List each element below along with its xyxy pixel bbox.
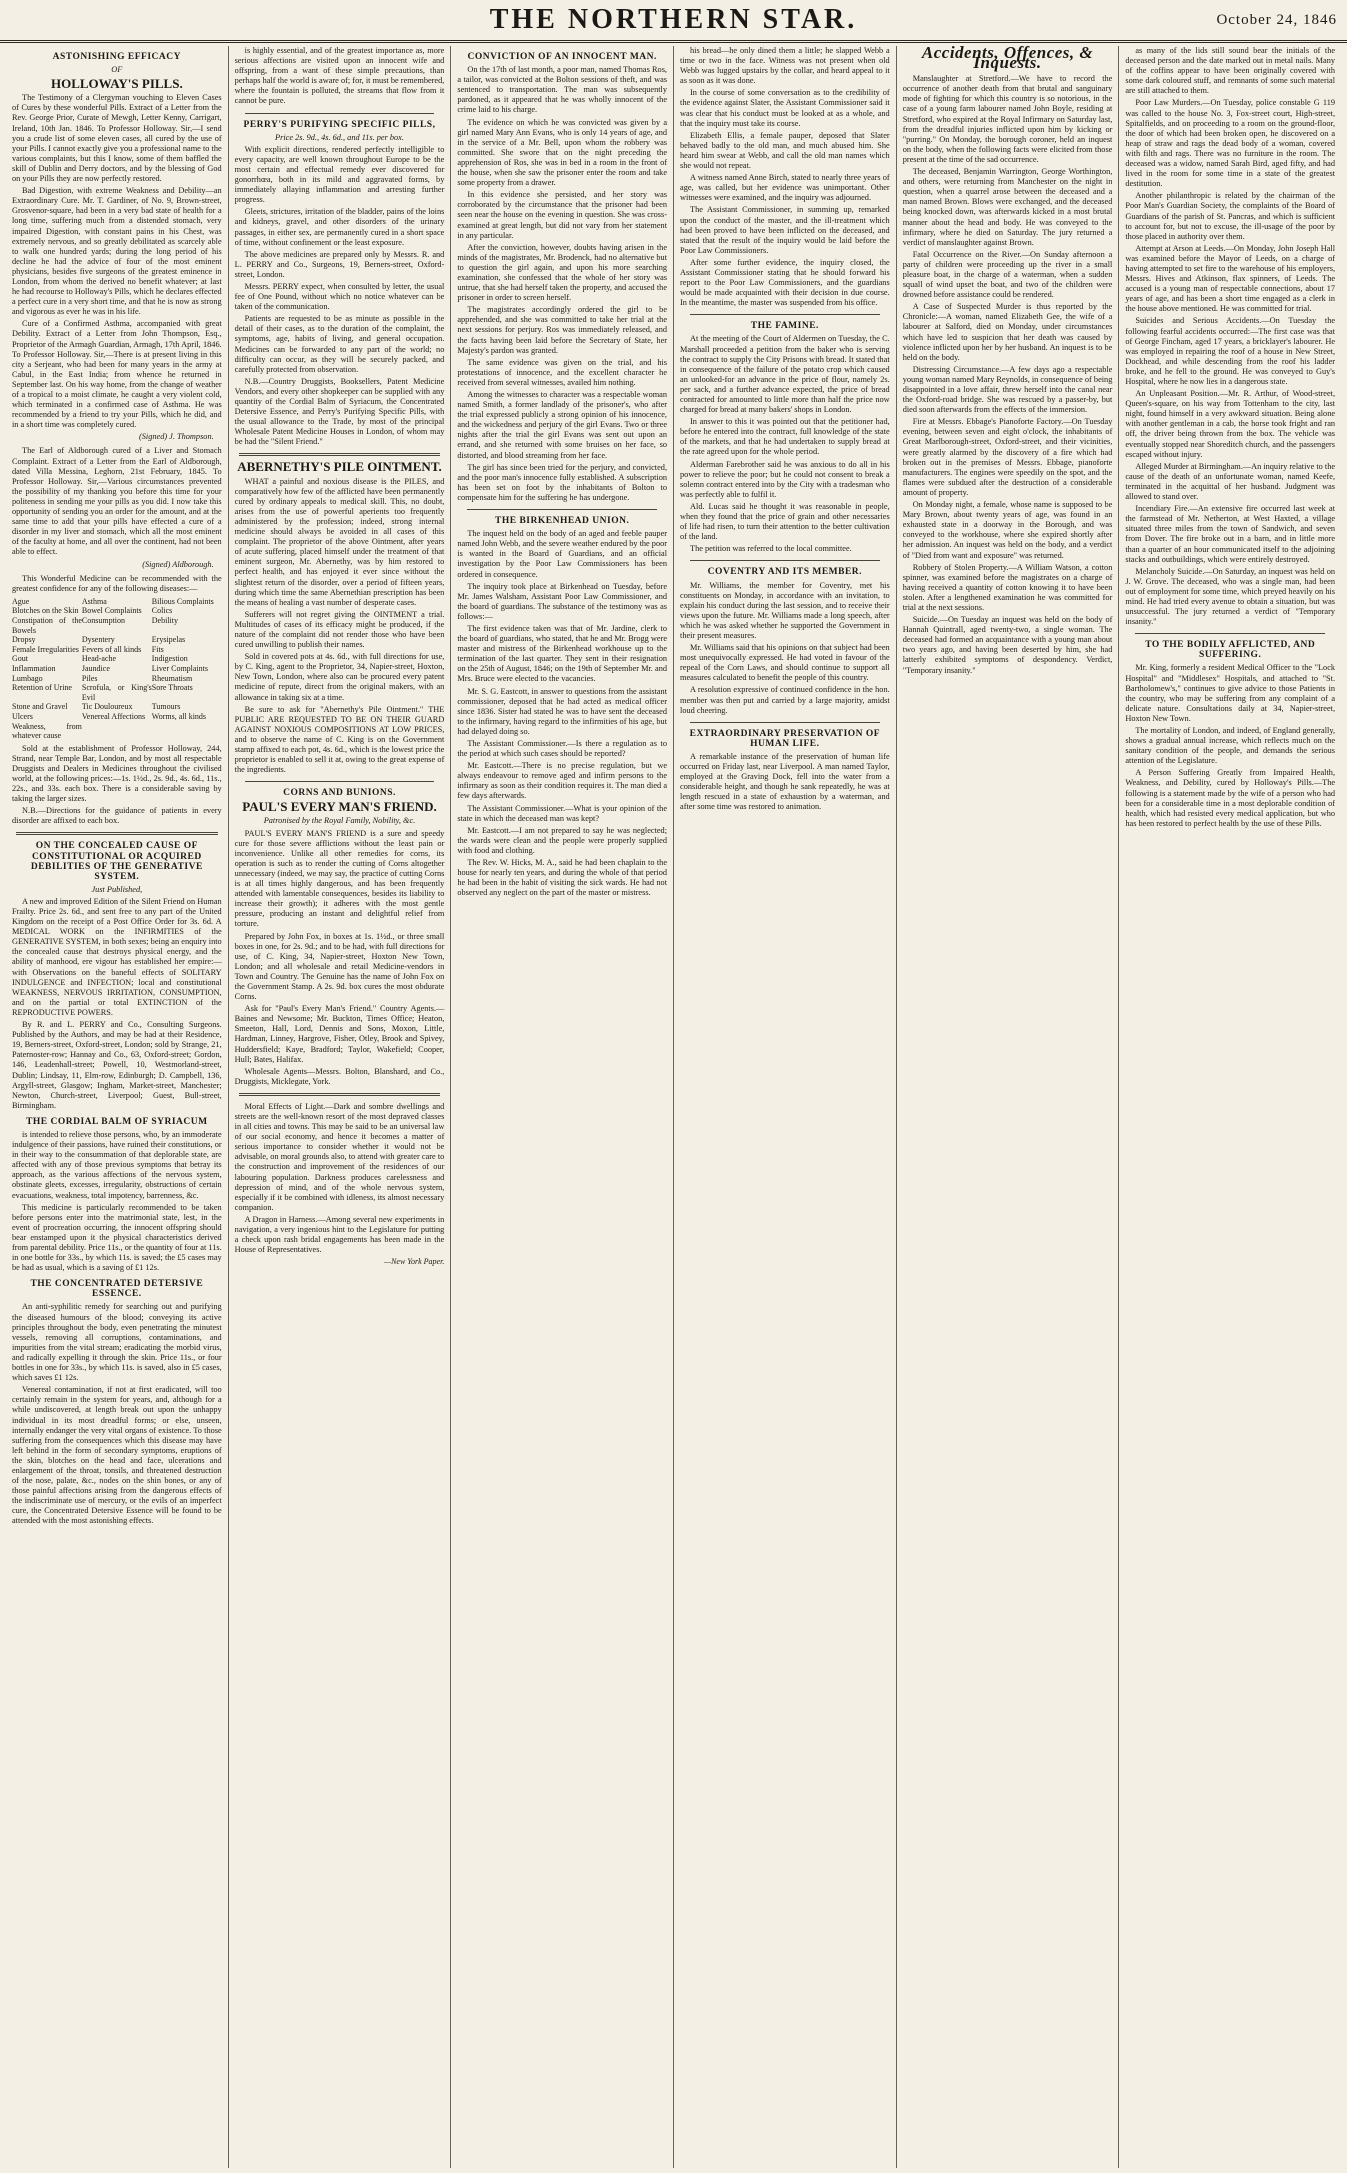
article-paragraph: The Earl of Aldborough cured of a Liver and Stomach Complaint. Extract of a Letter from the Earl of Aldborough, dated Villa Messina, Leghorn, 21st February, 1845. To Professor Holloway. Sir,—Various circumstances prevented the possibility of my thanking you before this time for your politeness in sending me your pills as you did. I now take this opportunity of sending you an order for the amount, and at the same time to add that your pills have effected a cure of a disorder in my liver and stomach, which all the most eminent of the faculty at home, and all over the continent, had not been able to effect. (12, 446, 222, 557)
article-paragraph: A Case of Suspected Murder is thus reported by the Chronicle:—A woman, named Elizabeth Gee, the wife of a labourer at Salford, died on Monday, under circumstances which have led to suspicion that her death was caused by violence inflicted upon her by her husband. An inquest is to be held on the body. (902, 302, 1113, 362)
list-item: Liver Complaints (151, 663, 208, 673)
divider (245, 113, 435, 114)
column-3 (451, 46, 674, 2168)
article-paragraph: A Dragon in Harness.—Among several new experiments in navigation, a very ingenious hint to the Legislature for putting a check upon rash bridal engagements has been made in the House of Representatives. (234, 1214, 445, 1255)
divider (245, 781, 435, 782)
article-paragraph: The inquest held on the body of an aged and feeble pauper named John Webb, and the severe weather endured by the poor is wanted in the Board of Guardians, and an official investigation by the Poor Law Commissioners has been ordered in consequence. (457, 529, 668, 579)
article-paragraph: Sold in covered pots at 4s. 6d., with full directions for use, by C. King, agent to the Proprietor, 34, Napier-street, Hoxton, New Town, London, where also can be procured every patent medicine of repute, direct from the original makers, with an allowance in taking six at a time. (234, 652, 445, 702)
list-item: Fevers of all kinds (81, 644, 142, 654)
article-paragraph: Mr. Williams, the member for Coventry, met his constituents on Monday, in accordance with an invitation, to explain his conduct during the last session, and to receive their views upon the future. Mr. Williams made a long speech, after which he was asked whether he supported the Government in their present measures. (680, 580, 890, 640)
newspaper-title: THE NORTHERN STAR. (489, 4, 858, 35)
list-item: Piles (81, 673, 98, 683)
article-paragraph: The Assistant Commissioner, in summing up, remarked upon the conduct of the master, and the ill-treatment which had been proved to have been inflicted on the deceased, and stated that the result of the inquiry would be laid before the Poor Law Commissioners. (680, 205, 890, 255)
article-paragraph: Moral Effects of Light.—Dark and sombre dwellings and streets are the well-known resort of the most depraved classes in all cities and towns. This may be said to be an universal law of our social economy, and hence it becomes a matter of serious importance to consider whether it would not be advisable, on moral grounds also, to attend with greater care to the construction and improvement of the residences of our labouring population. Darkness produces carelessness and depression of mind, and of the whole nervous system, especially if it be combined with idleness, its almost necessary companion. (234, 1101, 445, 1212)
article-paragraph: A Person Suffering Greatly from Impaired Health, Weakness, and Debility, cured by Holloway's Pills.—The following is a statement made by the wife of a person who had been for a considerable time in a most deplorable condition of health, which had resisted every medical application, but who has been restored to perfect health by the use of these Pills. (1125, 768, 1336, 828)
column-5 (897, 46, 1120, 2168)
article-paragraph: The Assistant Commissioner.—What is your opinion of the state in which the deceased man was kept? (457, 803, 668, 823)
article-paragraph: Fire at Messrs. Ebbage's Pianoforte Factory.—On Tuesday evening, between seven and eight o'clock, the inhabitants of Great Marlborough-street, Oxford-street, and their vicinities, were greatly alarmed by the discovery of a fire which had broken out in the premises of Messrs. Ebbage, pianoforte manufacturers. The engines were speedily on the spot, and the flames were subdued after the destruction of a considerable amount of property. (902, 417, 1113, 497)
list-item: Bilious Complaints (151, 596, 214, 606)
source-credit: —New York Paper. (383, 1257, 445, 1267)
article-paragraph: An anti-syphilitic remedy for searching out and purifying the diseased humours of the blood; conveying its active principles throughout the body, even penetrating the minutest vessels, removing all corruptions, contaminations, and impurities from the vital stream; eradicating the morbid virus, and radically expelling it through the skin. Price 11s., or four bottles in one for 33s., by which 11s. is saved, also in £5 cases, which saves £1 12s. (12, 1302, 222, 1383)
list-item: Bowel Complaints (81, 606, 142, 616)
list-item: Rheumatism (151, 673, 193, 683)
article-paragraph: is intended to relieve those persons, who, by an immoderate indulgence of their passions, have ruined their constitutions, or in their way to the consummation of that deplorable state, are affected with any of those previous symptoms that betray its approach, as the various affections of the nervous system, obstinate gleets, excesses, irregularity, obstructions of certain evacuations, weakness, total impotency, barrenness, &c. (12, 1129, 222, 1200)
list-item: Retention of Urine (12, 683, 72, 693)
article-paragraph: Mr. S. G. Eastcott, in answer to questions from the assistant commissioner, deposed that he had acted as medical officer since 1836. Sister had stated he was to have sent the deceased to the infirmary, having regard to the infirmities of his age, but had delayed doing so. (457, 686, 668, 736)
article-paragraph: In this evidence she persisted, and her story was corroborated by the circumstance that the prisoner had been seen near the house on the evening in question. She was cross-examined at great length, but did not vary from her statement in any particular. (457, 190, 668, 240)
list-item: Jaundice (81, 663, 110, 673)
article-paragraph: The girl has since been tried for the perjury, and convicted, and the poor man's innocence fully established. A subscription has been set on foot by the inhabitants of Bolton to compensate him for the suffering he has undergone. (457, 462, 668, 502)
article-paragraph: After the conviction, however, doubts having arisen in the minds of the magistrates, Mr. Brodenck, had no alternative but to question the girl again, and upon his more searching examination, she confessed that the whole of her story was untrue, that she had herself taken the property, and accused the prisoner in order to screen herself. (457, 242, 668, 303)
article-paragraph: A new and improved Edition of the Silent Friend on Human Frailty. Price 2s. 6d., and sent free to any part of the United Kingdom on the receipt of a Post Office Order for 3s. 6d. A MEDICAL WORK on the INFIRMITIES of the GENERATIVE SYSTEM, in both sexes; being an enquiry into the concealed cause that destroys physical energy, and the ability of manhood, ere vigour has established her empire:—with Observations on the baneful effects of SOLITARY INDULGENCE and INFECTION; local and constitutional WEAKNESS, NERVOUS IRRITATION, CONSUMPTION, and on the partial or total EXTINCTION of the REPRODUCTIVE POWERS. (12, 896, 222, 1017)
article-paragraph: is highly essential, and of the greatest importance as, more serious affections are visited upon an innocent wife and offspring, from a want of these simple precautions, than perhaps half the world is aware of; for, it must be remembered, where the fountain is polluted, the streams that flow from it cannot be pure. (234, 46, 445, 106)
article-paragraph: The first evidence taken was that of Mr. Jardine, clerk to the board of guardians, who stated, that he and Mr. Brogg were master and mistress of the Birkenhead workhouse up to the termination of the last quarter. They sent in their resignation on the 25th of August, 1846; on the 19th of September Mr. and Mrs. Bruce were elected to the vacancies. (457, 623, 668, 684)
list-item: Worms, all kinds (151, 711, 207, 721)
divider (16, 832, 218, 835)
article-paragraph: A resolution expressive of continued confidence in the hon. member was then put and carried by a large majority, amidst loud cheering. (680, 685, 890, 715)
article-paragraph: The evidence on which he was convicted was given by a girl named Mary Ann Evans, who is only 14 years of age, and in the service of a Mr. Bell, upon whom the robbery was committed. She swore that on the night preceding the apprehension of Ros, she was in bed in a room in the front of the house, when she saw the prisoner enter the room and take some property from a drawer. (457, 117, 668, 188)
article-paragraph: Mr. Eastcott.—There is no precise regulation, but we always endeavour to remove aged and infirm persons to the infirmary as soon as their condition requires it. The man died a few days afterwards. (457, 761, 668, 801)
article-paragraph: Gleets, strictures, irritation of the bladder, pains of the loins and kidneys, gravel, and other disorders of the urinary passages, in either sex, are permanently cured in a short space of time, without confinement or the least exposure. (234, 207, 445, 247)
article-paragraph: At the meeting of the Court of Aldermen on Tuesday, the C. Marshall proceeded a petition from the baker who is serving the contract to supply the City Prisons with bread. It stated that in consequence of the failure of the potato crop which caused an unlooked-for an advance in the price of flour, namely 2s. per sack, and a further advance expected, the price of bread contracted for amounted to little more than half the price now charged for bread at many bakers' shops in London. (680, 334, 890, 415)
article-paragraph: Ask for "Paul's Every Man's Friend." Country Agents.—Baines and Newsome; Mr. Buckton, Times Office; Heaton, Smeeton, Hall, Lord, Dennis and Sons, Moxon, Little, Hardman, Linney, Hargrove, Fisher, Otley, Brook and Spivey, Huddersfield; Kaye, Bradford; Taylor, Wakefield; Cooper, Hull; Bates, Halifax. (234, 1004, 445, 1064)
article-paragraph: PAUL'S EVERY MAN'S FRIEND is a sure and speedy cure for those severe afflictions without the least pain or inconvenience. Unlike all other remedies for corns, its operation is such as to render the cutting of Corns altogether unnecessary (indeed, we may say, the practice of cutting Corns is at all times highly dangerous, and has been frequently attended with lamentable consequences, besides its liability to increase their growth); it adheres with the most gentle pressure, producing an instant and delightful relief from torture. (234, 828, 445, 929)
subheading: Price 2s. 9d., 4s. 6d., and 11s. per box. (275, 132, 404, 142)
headline: THE FAMINE. (750, 321, 819, 332)
article-paragraph: Alderman Farebrother said he was anxious to do all in his power to relieve the poor; but he could not consent to break a solemn contract entered into by the City with a tradesman who was perfectly able to fulfil it. (680, 459, 890, 499)
list-item: Ulcers (12, 711, 33, 721)
column-4 (674, 46, 897, 2168)
article-paragraph: Alleged Murder at Birmingham.—An inquiry relative to the cause of the death of an unfortunate woman, named Keefe, terminated in the acquittal of her husband. Judgment was allowed to stand over. (1125, 461, 1336, 502)
list-item: Dysentery (81, 635, 115, 645)
divider (239, 453, 441, 456)
headline: THE BIRKENHEAD UNION. (495, 516, 630, 527)
article-paragraph: In answer to this it was pointed out that the petitioner had, before he entered into the contract, full knowledge of the state of the markets, and that he had undertaken to supply bread at the rate agreed upon for the whole period. (680, 417, 890, 457)
article-paragraph: This medicine is particularly recommended to be taken before persons enter into the matrimonial state, lest, in the event of procreation occurring, the innocent offspring should bear enstamped upon it the physical characteristics derived from parental debility. Price 11s., or the quantity of four at 11s. in one bottle for 33s., by which 11s. is saved; the £5 cases may be had as usual, which is a saving of £1 12s. (12, 1202, 222, 1273)
article-paragraph: This Wonderful Medicine can be recommended with the greatest confidence for any of the following diseases:— (12, 573, 222, 593)
article-paragraph: Be sure to ask for "Abernethy's Pile Ointment." THE PUBLIC ARE REQUESTED TO BE ON THEIR GUARD AGAINST NOXIOUS COMPOSITIONS AT LOW PRICES, and to observe the name of C. King is on the Government stamp affixed to each pot, 4s. 6d., which is the lowest price the proprietor is enabled to sell it at, owing to the great expense of the ingredients. (234, 704, 445, 775)
article-paragraph: A witness named Anne Birch, stated to nearly three years of age, was called, but her evidence was unimportant. Other witnesses were examined, and the inquiry was adjourned. (680, 173, 890, 203)
article-paragraph: Messrs. PERRY expect, when consulted by letter, the usual fee of One Pound, without which no notice whatever can be taken of the communication. (234, 281, 445, 312)
article-paragraph: Ald. Lucas said he thought it was reasonable in people, when they found that the price of grain and other necessaries of life had risen, to turn their attention to the better cultivation of the land. (680, 501, 890, 542)
list-item: Sore Throats (151, 683, 193, 693)
article-paragraph: Elizabeth Ellis, a female pauper, deposed that Slater behaved badly to the old man, and much abused him. She heard him swear at Webb, and call the old man names which she would not repeat. (680, 130, 890, 171)
article-paragraph: Another philanthropic is related by the chairman of the Poor Man's Guardian Society, the complaints of the Board of Guardians of the parish of St. Pancras, and which is sufficient to account for, but not to excuse, the ill-usage of the poor by those placed in authority over them. (1125, 191, 1336, 241)
headline: CORNS AND BUNIONS. (283, 788, 396, 799)
article-paragraph: Sold at the establishment of Professor Holloway, 244, Strand, near Temple Bar, London, and by most all respectable Druggists and Dealers in Medicines throughout the civilised world, at the following prices:—1s. 1½d., 2s. 9d., 4s. 6d., 11s., 22s., and 33s. each box. There is a considerable saving by taking the larger sizes. (12, 743, 222, 804)
article-paragraph: Mr. Eastcott.—I am not prepared to say he was neglected; the wards were clean and the people were properly supplied with food and clothing. (457, 825, 668, 855)
columns (6, 46, 1341, 2168)
article-paragraph: In the course of some conversation as to the credibility of the evidence against Slater, the Assistant Commissioner said it was clear that his conduct must be looked at as a whole, and that the inquiry must take its course. (680, 88, 890, 128)
article-paragraph: The inquiry took place at Birkenhead on Tuesday, before Mr. James Walsham, Assistant Poor Law Commissioner, and the board of guardians. The substance of the testimony was as follows:— (457, 581, 668, 621)
divider (690, 722, 880, 723)
list-item: Female Irregularities (12, 644, 79, 654)
article-paragraph: Melancholy Suicide.—On Saturday, an inquest was held on J. W. Grove. The deceased, who was a single man, had been out of employment for some time, which preyed heavily on his mind. He had tried every avenue to obtain a situation, but was unsuccessful. The jury returned a verdict of "Temporary insanity." (1125, 566, 1336, 627)
headline: THE CORDIAL BALM OF SYRIACUM (26, 1116, 208, 1127)
headline: CONVICTION OF AN INNOCENT MAN. (467, 52, 657, 62)
article-paragraph: The Assistant Commissioner.—Is there a regulation as to the period at which such cases should be reported? (457, 739, 668, 759)
article-paragraph: N.B.—Country Druggists, Booksellers, Patent Medicine Vendors, and every other shopkeeper can be supplied with any quantity of the Cordial Balm of Syriacum, the Concentrated Detersive Essence, and Perry's Purifying Specific Pills, with the usual allowance to the Trade, by most of the principal Wholesale Patent Medicine Houses in London, of whom may be had the "Silent Friend." (234, 376, 445, 447)
article-paragraph: as many of the lids still sound bear the initials of the deceased person and the date marked out in metal nails. Many of the coffins appear to have been originally covered with some dark coloured stuff, and remnants of some such material are still attached to them. (1125, 46, 1336, 96)
signature: (Signed) J. Thompson. (139, 432, 214, 442)
list-item: Lumbago (12, 673, 43, 683)
headline: TO THE BODILY AFFLICTED, AND SUFFERING. (1145, 640, 1316, 661)
headline: HOLLOWAY'S PILLS. (50, 76, 183, 92)
article-paragraph: Incendiary Fire.—An extensive fire occurred last week at the farmstead of Mr. Netherton, at West Haxted, a village situated three miles from the town of Sandwich, and seven from Dover. The fire broke out in a barn, and in little more than a quarter of an hour communicated itself to the adjoining stacks and outbuildings, which were entirely destroyed. (1125, 504, 1336, 564)
column-2 (229, 46, 452, 2168)
list-item: Constipation of the Bowels (12, 615, 82, 635)
subheading: Patronised by the Royal Family, Nobility, &c. (263, 816, 416, 826)
article-paragraph: WHAT a painful and noxious disease is the PILES, and comparatively how few of the afflicted have been permanently cured by ordinary appeals to medical skill. This, no doubt, arises from the use of powerful aperients too frequently administered by the profession; indeed, strong internal medicine should always be avoided in all cases of this complaint. The proprietor of the above Ointment, after years of acute suffering, placed himself under the treatment of that eminent surgeon, Mr. Abernethy, was by him restored to perfect health, and has enjoyed it ever since without the slightest return of the disorder, over a period of fifteen years, during which time the same Abernethian prescription has been the means of healing a vast number of desperate cases. (234, 476, 445, 607)
article-paragraph: Sufferers will not regret giving the OINTMENT a trial. Multitudes of cases of its efficacy might be produced, if the nature of the complaint did not render those who have been cured unwilling to publish their names. (234, 609, 445, 650)
article-paragraph: Suicide.—On Tuesday an inquest was held on the body of Hannah Quintrall, aged twenty-two, a single woman. The deceased had formed an acquaintance with a young man about two years ago, and having been deserted by him, she had latterly exhibited symptoms of despondency. Verdict, "Temporary insanity." (902, 615, 1113, 675)
article-paragraph: Wholesale Agents—Messrs. Bolton, Blanshard, and Co., Druggists, Micklegate, York. (234, 1066, 445, 1086)
section-headline: Accidents, Offences, & Inquests. (921, 46, 1094, 73)
list-item: Dropsy (12, 635, 36, 645)
headline: COVENTRY AND ITS MEMBER. (707, 567, 863, 578)
list-item: Consumption (81, 615, 126, 625)
list-item: Ague (12, 596, 30, 606)
article-paragraph: The petition was referred to the local committee. (690, 544, 852, 554)
article-paragraph: Prepared by John Fox, in boxes at 1s. 1½d., or three small boxes in one, for 2s. 9d.; and to be had, with full directions for use, of C. King, 34, Napier-street, Hoxton New Town, London; and all wholesale and retail Medicine-vendors in Town and Country. The Genuine has the name of John Fox on the Government Stamp. A 2s. 9d. box cures the most obdurate Corns. (234, 931, 445, 1002)
article-paragraph: Among the witnesses to character was a respectable woman named Smith, a former landlady of the prisoner's, who after the trial expressed publicly a strong opinion of his innocence, and the wickedness and perjury of the girl Evans. Two or three nights after the trial the girl Evans was sent out upon an errand, and she returned with some bruises on her face, so distorted, and blood streaming from her face. (457, 390, 668, 460)
list-item: Asthma (81, 596, 107, 606)
article-paragraph: Robbery of Stolen Property.—A William Watson, a cotton spinner, was examined before the magistrates on a charge of having received a quantity of cotton knowing it to have been stolen. After a lengthened examination he was committed for trial at the next sessions. (902, 562, 1113, 612)
article-paragraph: The same evidence was given on the trial, and his protestations of innocence, and the excellent character he received from several witnesses, availed him nothing. (457, 357, 668, 387)
list-item: Fits (151, 644, 164, 654)
list-item: Indigestion (151, 654, 188, 664)
article-paragraph: Venereal contamination, if not at first eradicated, will too certainly remain in the system for years, and, although for a while undiscovered, at length break out upon the unhappy individual in its most dreadful forms; or else, unseen, internally endanger the very vital organs of existence. To those suffering from the consequences which this disease may have left behind in the form of secondary symptoms, eruptions of the skin, blotches on the head and face, ulcerations and enlargement of the throat, tonsils, and threatened destruction of the nose, palate, &c., nodes on the shin bones, or any of those painful affections arising from the dangerous effects of the indiscriminate use of mercury, or the evils of an imperfect cure, the Concentrated Detersive Essence will be found to be attended with the most astonishing effects. (12, 1385, 222, 1526)
article-paragraph: On the 17th of last month, a poor man, named Thomas Ros, a tailor, was convicted at the Bolton sessions of theft, and was sentenced to transportation. The man was subsequently pardoned, as it appeared that he was wholly innocent of the crime laid to his charge. (457, 65, 668, 115)
list-item: Debility (151, 615, 178, 625)
disease-list (12, 597, 222, 741)
list-item: Colics (151, 606, 173, 616)
article-paragraph: A remarkable instance of the preservation of human life occurred on Friday last, near Liverpool. A man named Taylor, employed at the Graving Dock, fell into the water from a considerable height, and though he sank repeatedly, he was at length rescued in a state of exhaustion by a waterman, and after some time was restored to animation. (680, 751, 890, 812)
article-paragraph: Distressing Circumstance.—A few days ago a respectable young woman named Mary Reynolds, in consequence of being disappointed in a love affair, threw herself into the canal near the Oxford-road bridge. She was rescued by a passer-by, but died soon afterwards from the effects of the immersion. (902, 364, 1113, 415)
article-paragraph: Poor Law Murders.—On Tuesday, police constable G 119 was called to the house No. 3, Fox-street court, High-street, Spitalfields, and on proceeding to a room on the ground-floor, the door of which had been broken open, he discovered on a heap of straw and rags the dead body of a woman, covered with filth and rags. There was no furniture in the room. The deceased was a widow, named Sarah Bird, aged fifty, and had lived in the room for some time in a state of the greatest destitution. (1125, 98, 1336, 189)
headline: THE CONCENTRATED DETERSIVE ESSENCE. (30, 1279, 204, 1300)
subheading: Just Published, (91, 884, 143, 894)
article-paragraph: The magistrates accordingly ordered the girl to be apprehended, and she was committed to take her trial at the next sessions for perjury. Ros was immediately released, and the facts having been laid before the Secretary of State, her Majesty's pardon was granted. (457, 305, 668, 355)
article-paragraph: The mortality of London, and indeed, of England generally, shows a gradual annual increase, which reflects much on the sanitary condition of the people, and demands the serious attention of the Legislature. (1125, 726, 1336, 766)
headline: ASTONISHING EFFICACY (52, 52, 181, 62)
article-paragraph: The deceased, Benjamin Warrington, George Worthington, and others, were returning from Manchester on the night in question, when a quarrel arose between the deceased and a man named Brown. Blows were exchanged, and the deceased being knocked down, was afterwards kicked in a most brutal manner about the head and body. He was conveyed to the infirmary, where he died on Saturday. The jury returned a verdict of manslaughter against Brown. (902, 167, 1113, 247)
signature: (Signed) Aldborough. (142, 559, 214, 569)
article-paragraph: An Unpleasant Position.—Mr. R. Arthur, of Wood-street, Queen's-square, on his way from Tottenham to the city, last night, found himself in a very awkward situation. Being alone with another gentleman in a cab, the horse took fright and ran off, the driver being thrown from the box. The vehicle was eventually stopped near Shoreditch church, and the passengers escaped without injury. (1125, 389, 1336, 459)
list-item: Tumours (151, 702, 181, 712)
article-paragraph: The Testimony of a Clergyman vouching to Eleven Cases of Cures by these wonderful Pills. Extract of a Letter from the Rev. George Prior, Curate of Mewgh, Letter Kenny, Carrigart, Ireland, 10th Jan. 1846. To Professor Holloway. Sir,—I send you a crude list of some eleven cases, all cured by the use of your Pills. I cannot exactly give you a professional name to the various complaints, but this I know, some of them baffled the skill of Dublin and Derry doctors, and by the blessing of God on your Pills they are now perfectly restored. (12, 93, 222, 184)
article-paragraph: Cure of a Confirmed Asthma, accompanied with great Debility. Extract of a Letter from John Thompson, Esq., Proprietor of the Armagh Guardian, Armagh, 17th April, 1846. To Professor Holloway. Sir,—There is at present living in this city a Serjeant, who had been for many years in the army at Cabul, in the East India; from whence he returned in September last. On his way home, from the change of weather of a tropical to a moist climate, he caught a very violent cold, which terminated in a confirmed case of Asthma. He was recommended by a friend to try your Pills, which he did, and in a short time was completely cured. (12, 319, 222, 430)
list-item: Gout (12, 654, 28, 664)
masthead (0, 0, 1347, 43)
article-paragraph: The above medicines are prepared only by Messrs. R. and L. PERRY and Co., Surgeons, 19, Berners-street, Oxford-street, London. (234, 249, 445, 279)
divider (467, 509, 657, 510)
article-paragraph: N.B.—Directions for the guidance of patients in every disorder are affixed to each box. (12, 806, 222, 826)
divider (1135, 633, 1325, 634)
article-paragraph: Patients are requested to be as minute as possible in the detail of their cases, as to the duration of the complaint, the symptoms, age, habits of living, and general occupation. Medicines can be forwarded to any part of the world; no difficulty can occur, as they will be securely packed, and carefully protected from observation. (234, 314, 445, 374)
divider (690, 314, 880, 315)
article-paragraph: After some further evidence, the inquiry closed, the Assistant Commissioner stating that he should forward his report to the Poor Law Commissioners, and the guardians would be made acquainted with their decision in due course. In the meantime, the master was suspended from his office. (680, 257, 890, 308)
article-paragraph: Suicides and Serious Accidents.—On Tuesday the following fearful accidents occurred:—The first case was that of George Fincham, aged 17 years, a bricklayer's labourer. He was employed in repairing the roof of a house in New Street, Dockhead, and while descending from the roof his ladder broke, and he fell to the ground. He was conveyed to Guy's Hospital, where he now lies in a dangerous state. (1125, 316, 1336, 386)
list-item: Erysipelas (151, 635, 186, 645)
list-item: Scrofula, or King's Evil (81, 683, 152, 702)
headline-connector: OF (111, 65, 123, 75)
list-item: Stone and Gravel (12, 702, 68, 712)
headline: PERRY'S PURIFYING SPECIFIC PILLS, (243, 119, 436, 130)
list-item: Blotches on the Skin (12, 606, 79, 616)
list-item: Venereal Affections (81, 711, 146, 721)
article-paragraph: The Rev. W. Hicks, M. A., said he had been chaplain to the house for nearly ten years, and during the whole of that period he had been in the habit of visiting the sick wards. He had not observed any neglect on the part of the master or mistress. (457, 858, 668, 898)
article-paragraph: Manslaughter at Stretford.—We have to record the occurrence of another death from that brutal and sanguinary mode of fighting for which this country is so notorious, in the case of a young farm labourer named John Boyle, residing at Stretford, who expired at the Royal Infirmary on Saturday last, from the dreadful injuries inflicted upon him by kicking or "purring." On Monday, the borough coroner, held an inquest on the body, when the following facts were elicited from those present at the time of the sad occurrence. (902, 74, 1113, 164)
divider (239, 1093, 441, 1096)
list-item: Inflammation (12, 663, 56, 673)
headline: EXTRAORDINARY PRESERVATION OF HUMAN LIFE. (689, 728, 881, 749)
issue-date: October 24, 1846 (1216, 12, 1337, 28)
article-paragraph: With explicit directions, rendered perfectly intelligible to every capacity, are well known throughout Europe to be the most certain and effectual remedy ever discovered for gonorrhœa, both in its mild and aggravated forms, by immediately allaying inflammation and arresting further progress. (234, 144, 445, 205)
article-paragraph: Mr. Williams said that his opinions on that subject had been most unequivocally expressed. He had voted in favour of the repeal of the Corn Laws, and should continue to support all measures calculated to benefit the people of this country. (680, 643, 890, 683)
article-paragraph: Mr. King, formerly a resident Medical Officer to the "Lock Hospital" and "Middlesex" Hospitals, and attached to "St. Bartholomew's," continues to give advice to those Patients in the country, who may be suffering from any complaint of a delicate nature. Consultations daily at 34, Napier-street, Hoxton New Town. (1125, 663, 1336, 723)
headline: ON THE CONCEALED CAUSE OF CONSTITUTIONAL OR ACQUIRED DEBILITIES OF THE GENERATIVE SYSTEM. (30, 841, 203, 882)
article-paragraph: Attempt at Arson at Leeds.—On Monday, John Joseph Hall was examined before the Mayor of Leeds, on a charge of having attempted to set fire to the warehouse of his employers, Messrs. Hives and Atkinson, flax spinners, of Leeds. The accused is a young man of respectable connections, about 17 years of age, and has been a short time engaged as a clerk in the house above mentioned. He was committed for trial. (1125, 243, 1336, 314)
article-paragraph: his bread—he only dined them a little; he slapped Webb a time or two in the face. Witness was not present when old Webb was lugged upstairs by the collar, and heard appeal to it as soon as it was done. (680, 46, 890, 86)
headline: ABERNETHY'S PILE OINTMENT. (237, 459, 442, 475)
column-1 (6, 46, 229, 2168)
list-item: Head-ache (81, 654, 117, 664)
headline: PAUL'S EVERY MAN'S FRIEND. (242, 799, 437, 815)
divider (690, 560, 880, 561)
list-item: Tic Douloureux (81, 702, 133, 712)
article-paragraph: On Monday night, a female, whose name is supposed to be Mary Brown, about twenty years of age, was found in an exhausted state in a doorway in the Borough, and was conveyed to the workhouse, where she expired shortly after her admission. An inquest was held on the body, and a verdict of "Died from want and exposure" was returned. (902, 500, 1113, 560)
list-item: Weakness, from whatever cause (12, 721, 82, 741)
article-paragraph: Bad Digestion, with extreme Weakness and Debility—an Extraordinary Cure. Mr. T. Gardiner, of No. 9, Brown-street, Grosvenor-square, had been in a very bad state of health for a long time, suffering much from a distended stomach, very impaired Digestion, with constant pains in his Chest, was extremely nervous, and so greatly debilitated as scarcely able to walk one hundred yards; during the long period of his decline he had the advice of four of the most eminent physicians, besides five surgeons of the greatest eminence in London, from whom the derived no benefit whatever; at last he had recourse to Holloway's Pills, which he declares effected a perfect cure in a very short time, and that he is now as strong and vigorous as ever he was in his life. (12, 186, 222, 317)
article-paragraph: By R. and L. PERRY and Co., Consulting Surgeons. Published by the Authors, and may be had at their Residence, 19, Berners-street, Oxford-street, London; sold by Strange, 21, Paternoster-row; Hannay and Co., 63, Oxford-street; Gordon, 146, Leadenhall-street; Powell, 10, Westmorland-street, Dublin; Lindsay, 11, Elm-row, Edinburgh; D. Campbell, 136, Argyll-street, Glasgow; Ingham, Market-street, Manchester; Newton, Church-street, Liverpool; Guest, Bull-street, Birmingham. (12, 1020, 222, 1110)
column-6 (1119, 46, 1341, 2168)
article-paragraph: Fatal Occurrence on the River.—On Sunday afternoon a party of children were proceeding up the river in a small pleasure boat, in the charge of a waterman, when a sudden squall of wind upset the boat, and two of the children were drowned before assistance could be rendered. (902, 249, 1113, 300)
